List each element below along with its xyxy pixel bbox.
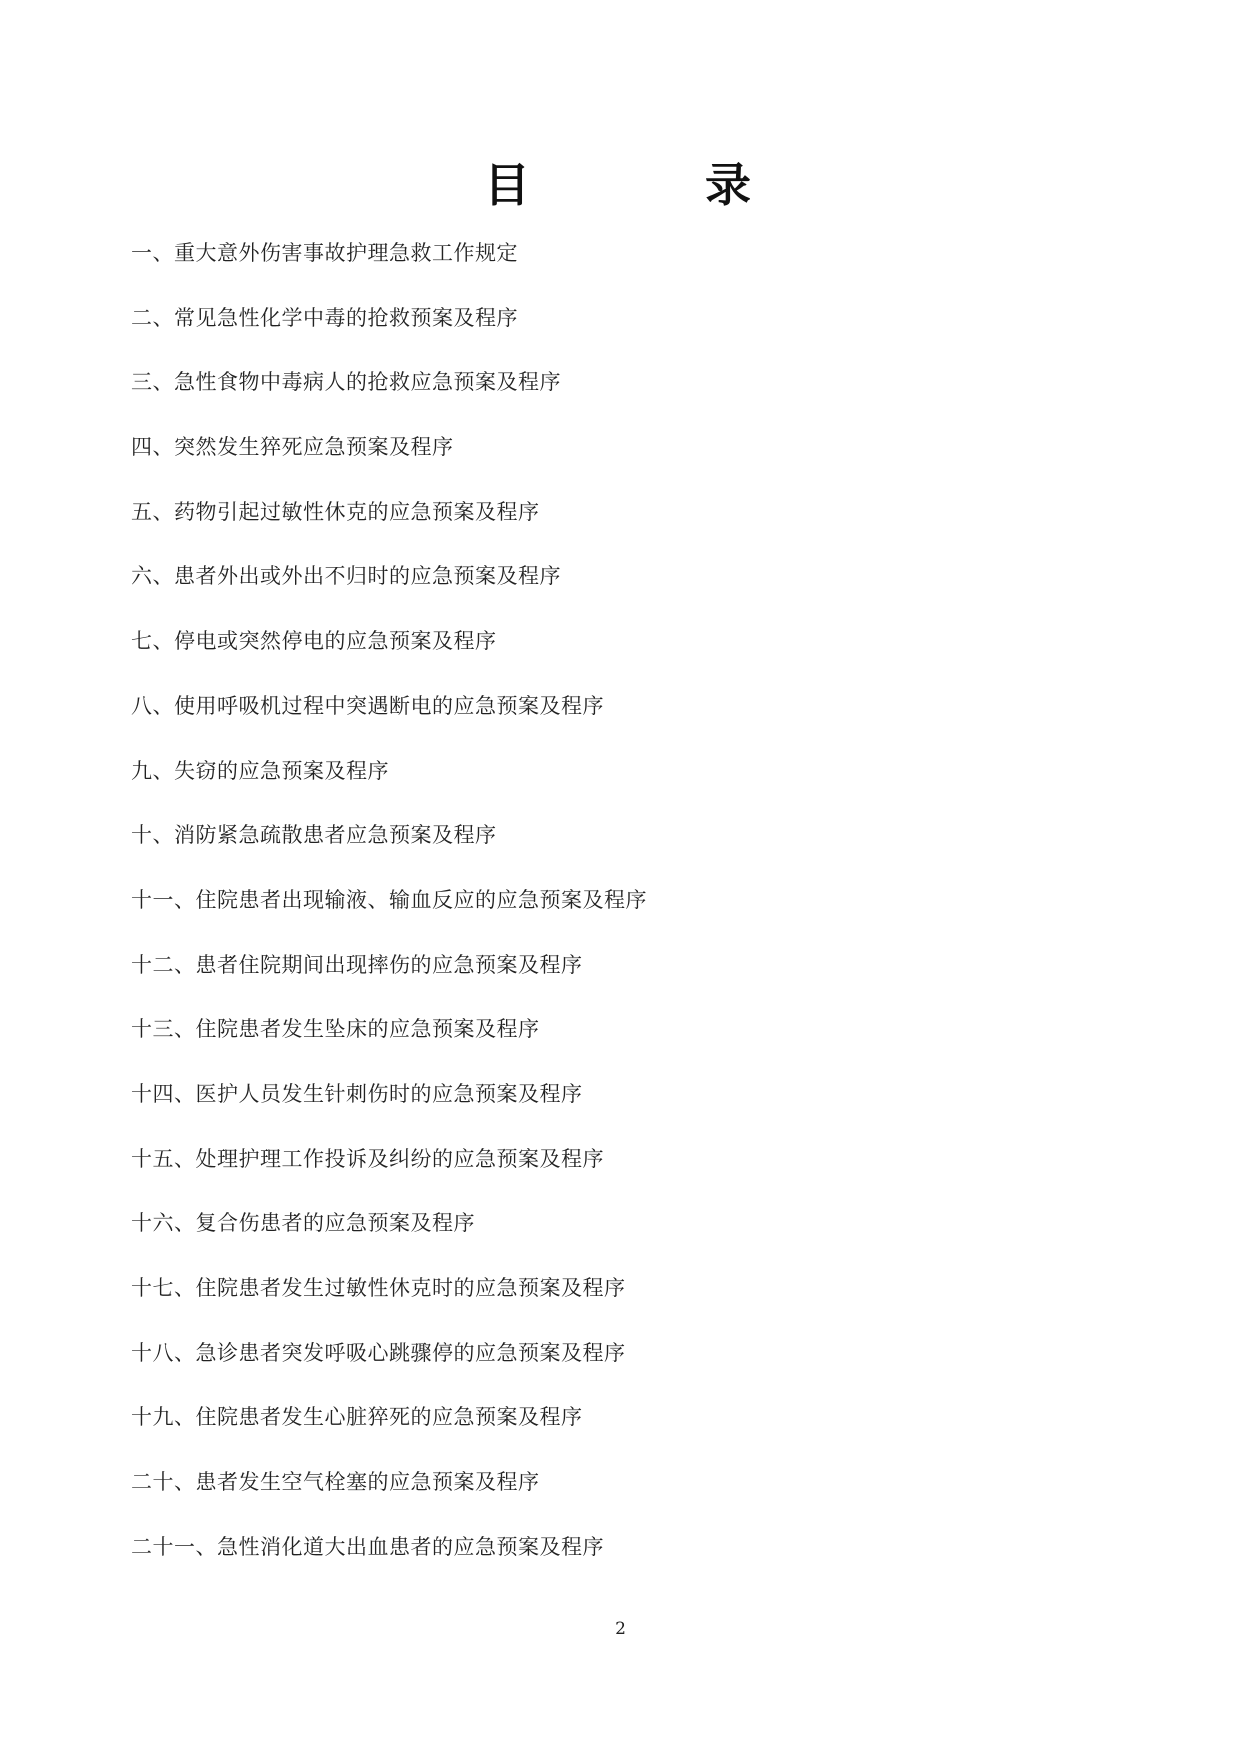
toc-item: 十二、患者住院期间出现摔伤的应急预案及程序 bbox=[131, 952, 583, 977]
toc-item: 九、失窃的应急预案及程序 bbox=[131, 758, 389, 783]
toc-item: 三、急性食物中毒病人的抢救应急预案及程序 bbox=[131, 370, 561, 395]
page-number: 2 bbox=[615, 1619, 626, 1639]
toc-item: 十五、处理护理工作投诉及纠纷的应急预案及程序 bbox=[131, 1146, 604, 1171]
toc-item: 十七、住院患者发生过敏性休克时的应急预案及程序 bbox=[131, 1276, 626, 1300]
toc-item: 十一、住院患者出现输液、输血反应的应急预案及程序 bbox=[131, 887, 647, 912]
toc-item: 十、消防紧急疏散患者应急预案及程序 bbox=[131, 823, 497, 848]
title-char-2: 录 bbox=[705, 158, 751, 212]
toc-item: 四、突然发生猝死应急预案及程序 bbox=[131, 435, 454, 460]
toc-item: 十六、复合伤患者的应急预案及程序 bbox=[131, 1211, 475, 1236]
toc-item: 十三、住院患者发生坠床的应急预案及程序 bbox=[131, 1017, 540, 1042]
toc-item: 二、常见急性化学中毒的抢救预案及程序 bbox=[131, 305, 518, 330]
toc-item: 二十一、急性消化道大出血患者的应急预案及程序 bbox=[131, 1534, 604, 1559]
title-char-1: 目 bbox=[484, 158, 530, 212]
toc-item: 十九、住院患者发生心脏猝死的应急预案及程序 bbox=[131, 1405, 583, 1430]
toc-item: 一、重大意外伤害事故护理急救工作规定 bbox=[131, 241, 518, 265]
toc-item: 二十、患者发生空气栓塞的应急预案及程序 bbox=[131, 1470, 540, 1495]
toc-item: 五、药物引起过敏性休克的应急预案及程序 bbox=[131, 499, 540, 524]
toc-item: 十四、医护人员发生针刺伤时的应急预案及程序 bbox=[131, 1081, 583, 1106]
toc-item: 七、停电或突然停电的应急预案及程序 bbox=[131, 629, 497, 654]
toc-item: 六、患者外出或外出不归时的应急预案及程序 bbox=[131, 564, 561, 589]
table-of-contents bbox=[131, 236, 1131, 1594]
toc-item: 十八、急诊患者突发呼吸心跳骤停的应急预案及程序 bbox=[131, 1340, 626, 1365]
toc-item: 八、使用呼吸机过程中突遇断电的应急预案及程序 bbox=[131, 693, 604, 718]
page-title bbox=[0, 150, 1241, 220]
